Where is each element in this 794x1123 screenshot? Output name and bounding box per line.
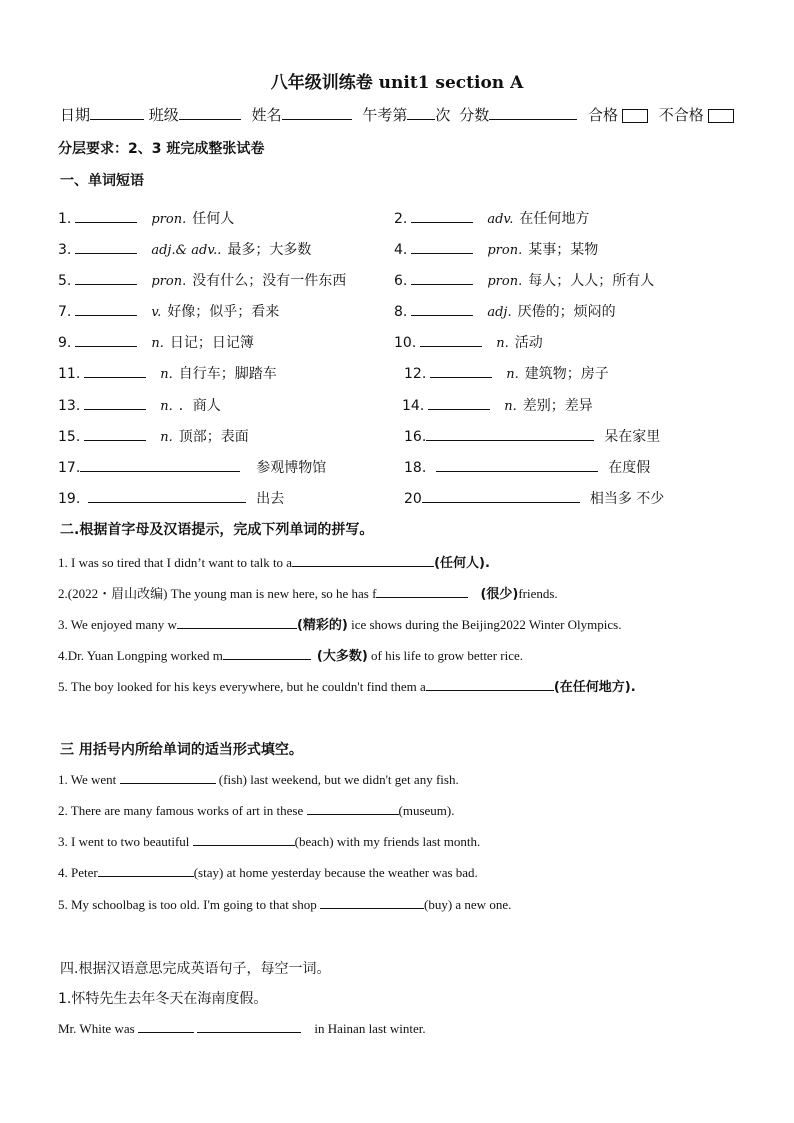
vocab-item-8: 8. adj. 厌倦的；烦闷的 bbox=[394, 301, 616, 321]
exam-no-blank[interactable] bbox=[407, 104, 435, 120]
answer-blank[interactable] bbox=[138, 1019, 194, 1033]
answer-blank[interactable] bbox=[177, 615, 297, 629]
page-title: 八年级训练卷 unit1 section A bbox=[270, 73, 524, 93]
vocab-item-17: 17. 参观博物馆 bbox=[58, 457, 326, 477]
answer-blank[interactable] bbox=[426, 677, 554, 691]
vocab-item-1: 1. pron. 任何人 bbox=[58, 208, 234, 228]
answer-blank[interactable] bbox=[84, 363, 146, 378]
answer-blank[interactable] bbox=[422, 488, 580, 503]
s4-chinese-1: 1.怀特先生去年冬天在海南度假。 bbox=[58, 991, 268, 1007]
vocab-item-7: 7. v. 好像；似乎；看来 bbox=[58, 301, 279, 321]
vocab-item-5: 5. pron. 没有什么；没有一件东西 bbox=[58, 270, 346, 290]
s3-sentence-2: 2. There are many famous works of art in these (museum). bbox=[58, 803, 455, 818]
answer-blank[interactable] bbox=[430, 363, 492, 378]
vocab-item-9: 9. n. 日记；日记簿 bbox=[58, 332, 254, 352]
date-blank[interactable] bbox=[90, 104, 144, 120]
answer-blank[interactable] bbox=[120, 770, 216, 784]
answer-blank[interactable] bbox=[98, 863, 194, 877]
vocab-item-11: 11. n. 自行车；脚踏车 bbox=[58, 363, 277, 383]
name-blank[interactable] bbox=[282, 104, 352, 120]
vocab-item-16: 16. 呆在家里 bbox=[404, 426, 660, 446]
pass-label: 合格 bbox=[588, 106, 619, 124]
answer-blank[interactable] bbox=[223, 646, 311, 660]
date-label: 日期 bbox=[60, 106, 91, 124]
vocab-item-2: 2. adv. 在任何地方 bbox=[394, 208, 589, 228]
answer-blank[interactable] bbox=[320, 895, 424, 909]
s2-sentence-1: 1. I was so tired that I didn’t want to talk to a (任何人). bbox=[58, 555, 490, 571]
vocab-item-13: 13. n. ．商人 bbox=[58, 395, 221, 415]
class-label: 班级 bbox=[148, 106, 179, 124]
answer-blank[interactable] bbox=[426, 426, 594, 441]
vocab-item-6: 6. pron. 每人；人人；所有人 bbox=[394, 270, 654, 290]
pass-checkbox[interactable] bbox=[622, 109, 648, 123]
answer-blank[interactable] bbox=[84, 395, 146, 410]
s2-sentence-3: 3. We enjoyed many w (精彩的) ice shows during the Beijing2022 Winter Olympics. bbox=[58, 617, 622, 633]
answer-blank[interactable] bbox=[307, 801, 399, 815]
exam-no-label: 午考第 bbox=[362, 106, 408, 124]
answer-blank[interactable] bbox=[411, 208, 473, 223]
answer-blank[interactable] bbox=[80, 457, 240, 472]
score-label: 分数 bbox=[459, 106, 490, 124]
answer-blank[interactable] bbox=[428, 395, 490, 410]
s3-sentence-4: 4. Peter (stay) at home yesterday because the weather was bad. bbox=[58, 865, 478, 880]
answer-blank[interactable] bbox=[75, 270, 137, 285]
vocab-item-3: 3. adj.& adv.. 最多；大多数 bbox=[58, 239, 311, 259]
times-label: 次 bbox=[435, 106, 451, 124]
requirement-note: 分层要求：2、3 班完成整张试卷 bbox=[58, 141, 265, 157]
vocab-item-14: 14. n. 差别；差异 bbox=[402, 395, 593, 415]
s3-sentence-5: 5. My schoolbag is too old. I'm going to that shop (buy) a new one. bbox=[58, 897, 512, 912]
answer-blank[interactable] bbox=[411, 301, 473, 316]
answer-blank[interactable] bbox=[75, 208, 137, 223]
section4-heading: 四.根据汉语意思完成英语句子，每空一词。 bbox=[60, 961, 331, 977]
fail-checkbox[interactable] bbox=[708, 109, 734, 123]
s2-sentence-2: 2.(2022・眉山改编) The young man is new here, so he has f (很少)friends. bbox=[58, 586, 558, 602]
answer-blank[interactable] bbox=[75, 301, 137, 316]
s3-sentence-3: 3. I went to two beautiful (beach) with my friends last month. bbox=[58, 834, 481, 849]
answer-blank[interactable] bbox=[411, 270, 473, 285]
answer-blank[interactable] bbox=[75, 239, 137, 254]
section2-heading: 二.根据首字母及汉语提示，完成下列单词的拼写。 bbox=[60, 522, 374, 538]
fail-label: 不合格 bbox=[658, 106, 704, 124]
s3-sentence-1: 1. We went (fish) last weekend, but we didn't get any fish. bbox=[58, 772, 459, 787]
answer-blank[interactable] bbox=[411, 239, 473, 254]
answer-blank[interactable] bbox=[84, 426, 146, 441]
score-blank[interactable] bbox=[489, 104, 577, 120]
vocab-item-4: 4. pron. 某事；某物 bbox=[394, 239, 598, 259]
section3-heading: 三 用括号内所给单词的适当形式填空。 bbox=[60, 742, 303, 758]
answer-blank[interactable] bbox=[75, 332, 137, 347]
vocab-item-15: 15. n. 顶部；表面 bbox=[58, 426, 249, 446]
vocab-item-19: 19. 出去 bbox=[58, 488, 284, 508]
vocab-item-18: 18. 在度假 bbox=[404, 457, 650, 477]
s2-sentence-4: 4.Dr. Yuan Longping worked m (大多数) of his life to grow better rice. bbox=[58, 648, 524, 664]
answer-blank[interactable] bbox=[197, 1019, 301, 1033]
answer-blank[interactable] bbox=[193, 832, 295, 846]
student-info-row bbox=[60, 104, 734, 125]
class-blank[interactable] bbox=[179, 104, 241, 120]
section1-heading: 一、单词短语 bbox=[60, 173, 144, 189]
s2-sentence-5: 5. The boy looked for his keys everywhere, but he couldn't find them a (在任何地方). bbox=[58, 679, 636, 695]
answer-blank[interactable] bbox=[376, 584, 468, 598]
vocab-item-10: 10. n. 活动 bbox=[394, 332, 543, 352]
answer-blank[interactable] bbox=[292, 553, 434, 567]
answer-blank[interactable] bbox=[436, 457, 598, 472]
answer-blank[interactable] bbox=[420, 332, 482, 347]
name-label: 姓名 bbox=[251, 106, 282, 124]
answer-blank[interactable] bbox=[88, 488, 246, 503]
vocab-item-20: 20 相当多 不少 bbox=[404, 488, 664, 508]
vocab-item-12: 12. n. 建筑物；房子 bbox=[404, 363, 609, 383]
s4-sentence-1: Mr. White was in Hainan last winter. bbox=[58, 1021, 426, 1036]
